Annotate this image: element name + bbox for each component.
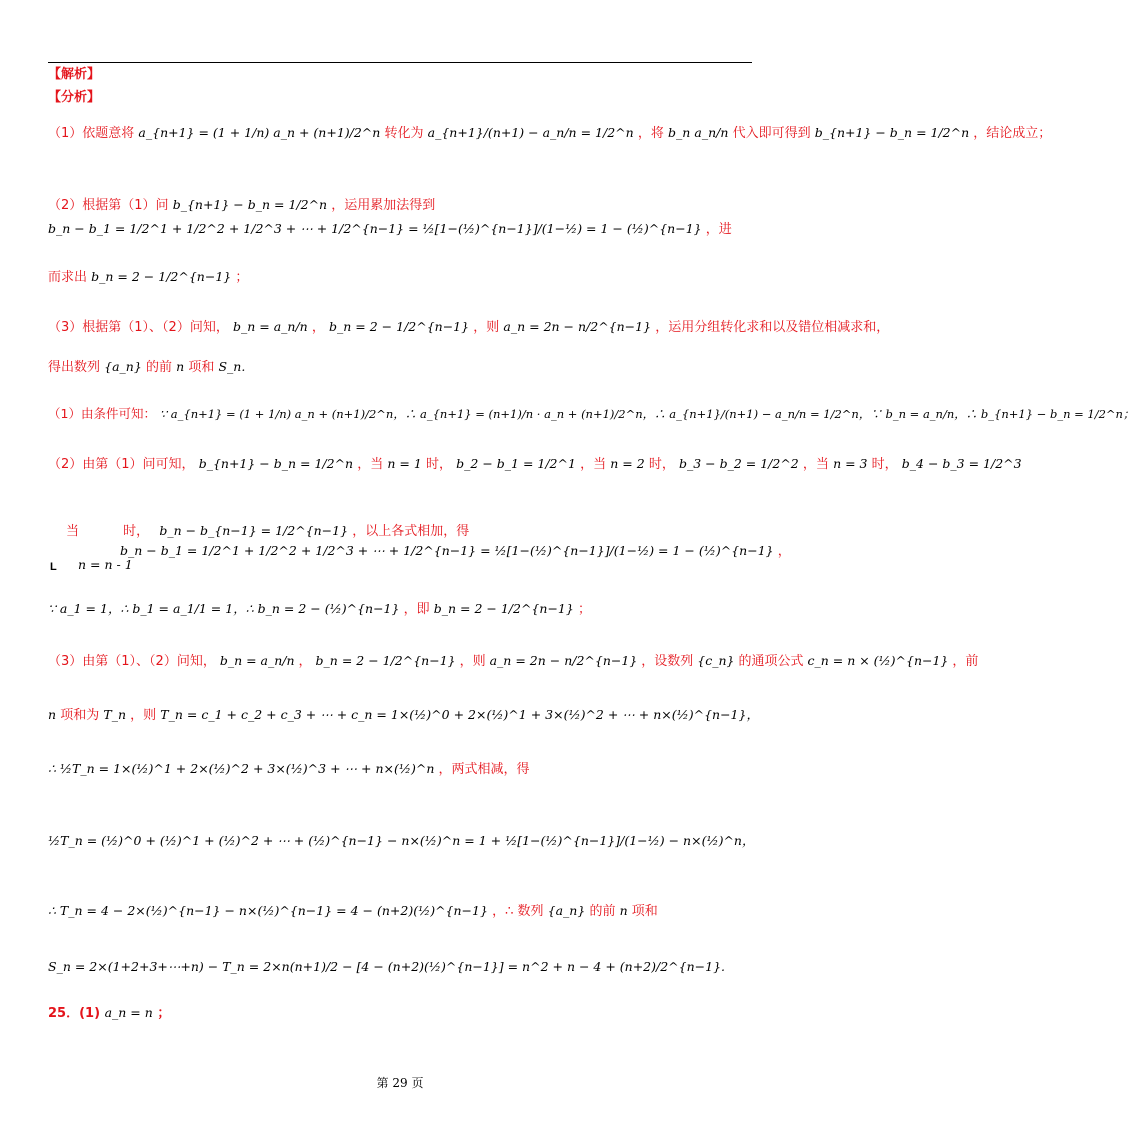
solution-text: 当	[66, 524, 80, 539]
solution-line-3: （3）由第（1）、（2）问知， b_n = a_n/n ， b_n = 2 − 1/2^{n−1} ，则 a_n = 2n − n/2^{n−1} ，设数列 {c_n} 的通项公式 c_n = n × (½)^{n−1} ，前	[48, 653, 979, 669]
analysis-text: ，运用分组转化求和以及错位相减求和，	[655, 320, 890, 335]
solution-line-2: （2）由第（1）问可知， b_{n+1} − b_n = 1/2^n ，当 n = 1 时， b_2 − b_1 = 1/2^1 ，当 n = 2 时， b_3 − b_2 = 1/2^2 ，当 n = 3 时， b_4 − b_3 = 1/2^3	[48, 456, 1022, 472]
analysis-line-3b	[48, 358, 245, 377]
formula: {a_n}	[104, 359, 142, 374]
formula: b_2 − b_1 = 1/2^1	[456, 456, 576, 471]
analysis-text: ，进	[705, 222, 732, 237]
formula: b_n − b_1 = 1/2^1 + 1/2^2 + 1/2^3 + ⋯ + 1/2^{n−1} = ½[1−(½)^{n−1}]/(1−½) = 1 − (½)^{n−1}	[120, 543, 774, 558]
solution-text: 项和	[631, 904, 658, 919]
analysis-text: ，则	[473, 320, 500, 335]
analysis-text: （2）根据第（1）问	[48, 198, 169, 213]
formula: b_n = 2 − 1/2^{n−1}	[329, 319, 470, 334]
problem-number: 25．(1)	[48, 1006, 101, 1021]
problem-text: ；	[157, 1006, 171, 1021]
formula: c_n = n × (½)^{n−1}	[807, 653, 949, 668]
solution-text: ，设数列	[641, 654, 694, 669]
formula: a_n = n	[104, 1005, 153, 1020]
solution-text: ，∴ 数列	[492, 904, 544, 919]
next-problem-line	[48, 1004, 170, 1023]
solution-line-3f	[48, 958, 725, 976]
analysis-text: 而求出	[48, 270, 88, 285]
analysis-text: ，结论成立；	[973, 126, 1052, 141]
solution-text: （1）由条件可知：	[48, 406, 156, 421]
formula: b_{n+1} − b_n = 1/2^n	[814, 125, 970, 140]
formula: ∴ ½T_n = 1×(½)^1 + 2×(½)^2 + 3×(½)^3 + ⋯ + n×(½)^n	[48, 761, 435, 776]
formula: n = 3	[833, 456, 868, 471]
page-number: 第 29 页	[376, 1076, 424, 1090]
analysis-line-2-formula	[48, 220, 732, 239]
analysis-text: ，将	[637, 126, 664, 141]
corner-mark: L	[50, 561, 57, 573]
solution-text: 时，	[123, 524, 150, 539]
formula: {c_n}	[697, 653, 735, 668]
formula: ∵ a_1 = 1，∴ b_1 = a_1/1 = 1，∴ b_n = 2 − (½)^{n−1}	[48, 601, 400, 616]
formula: b_n = 2 − 1/2^{n−1}	[433, 601, 574, 616]
solution-line-3c	[48, 760, 530, 779]
analysis-text: 得出数列	[48, 360, 101, 375]
solution-text: （2）由第（1）问可知，	[48, 457, 195, 472]
formula: b_n = a_n/n	[232, 319, 308, 334]
solution-text: ；	[577, 602, 591, 617]
formula: b_n	[667, 125, 691, 140]
solution-text: ，即	[403, 602, 430, 617]
solution-line-3e	[48, 902, 658, 921]
formula: b_n = a_n/n	[219, 653, 295, 668]
formula: a_n/n	[694, 125, 729, 140]
analysis-line-2	[48, 196, 435, 215]
analysis-text: （3）根据第（1）、（2）问知，	[48, 320, 229, 335]
analysis-text: 的前	[145, 360, 172, 375]
solution-n-eq-n-minus-1	[78, 556, 133, 575]
formula: n = 1	[387, 456, 422, 471]
formula: ½T_n = (½)^0 + (½)^1 + (½)^2 + ⋯ + (½)^{n−1} − n×(½)^n = 1 + ½[1−(½)^{n−1}]/(1−½) − n×(½)^n，	[48, 833, 755, 848]
solution-text: 的通项公式	[738, 654, 804, 669]
solution-line-3b	[48, 706, 759, 725]
solution-text: 的前	[589, 904, 616, 919]
formula: a_{n+1} = (1 + 1/n) a_n + (n+1)/2^n	[138, 125, 381, 140]
solution-line-2b	[48, 522, 469, 541]
formula: b_n = 2 − 1/2^{n−1}	[91, 269, 232, 284]
section-heading-jiexi: 【解析】	[48, 67, 101, 82]
analysis-text: ，运用累加法得到	[331, 198, 436, 213]
formula: b_n = 2 − 1/2^{n−1}	[315, 653, 456, 668]
solution-text: ，两式相减，得	[438, 762, 530, 777]
formula: n	[619, 903, 628, 918]
solution-line-2c	[48, 600, 591, 619]
formula: a_n = 2n − n/2^{n−1}	[503, 319, 652, 334]
section-heading-fenxi: 【分析】	[48, 90, 101, 105]
formula: n	[48, 707, 57, 722]
formula: {a_n}	[547, 903, 586, 918]
solution-line-1	[48, 405, 1134, 423]
analysis-text: 转化为	[384, 126, 424, 141]
solution-text: ，以上各式相加，得	[352, 524, 470, 539]
formula: a_{n+1}/(n+1) − a_n/n = 1/2^n	[427, 125, 634, 140]
analysis-line-1	[48, 124, 1051, 143]
analysis-line-2b	[48, 268, 248, 287]
analysis-line-3: （3）根据第（1）、（2）问知， b_n = a_n/n ， b_n = 2 − 1/2^{n−1} ，则 a_n = 2n − n/2^{n−1} ，运用分组转化求和以及错位相减求和，	[48, 319, 890, 335]
formula: n	[176, 359, 185, 374]
analysis-text: ；	[235, 270, 249, 285]
formula: b_{n+1} − b_n = 1/2^n	[198, 456, 354, 471]
analysis-text: （1）依题意将	[48, 126, 135, 141]
solution-text: ，则	[459, 654, 486, 669]
formula: a_n = 2n − n/2^{n−1}	[489, 653, 638, 668]
formula: T_n	[103, 707, 126, 722]
formula: n = 2	[610, 456, 645, 471]
formula: b_n − b_{n−1} = 1/2^{n−1}	[159, 523, 349, 538]
analysis-text: 代入即可得到	[732, 126, 811, 141]
formula: S_n.	[218, 359, 246, 374]
solution-text: ，当	[357, 457, 384, 472]
solution-line-3d	[48, 832, 754, 850]
solution-text: 项和为	[60, 708, 100, 723]
solution-text: （3）由第（1）、（2）问知，	[48, 654, 216, 669]
formula: T_n = c_1 + c_2 + c_3 + ⋯ + c_n = 1×(½)^0 + 2×(½)^1 + 3×(½)^2 + ⋯ + n×(½)^{n−1}，	[160, 707, 759, 722]
formula: b_{n+1} − b_n = 1/2^n	[172, 197, 328, 212]
formula: ∴ T_n = 4 − 2×(½)^{n−1} − n×(½)^{n−1} = 4 − (n+2)(½)^{n−1}	[48, 903, 488, 918]
formula: n = n - 1	[78, 557, 133, 572]
formula: S_n = 2×(1+2+3+⋯+n) − T_n = 2×n(n+1)/2 − [4 − (n+2)(½)^{n−1}] = n^2 + n − 4 + (n+2)/2^{n−1}.	[48, 959, 726, 974]
solution-line-2b-formula: b_n − b_1 = 1/2^1 + 1/2^2 + 1/2^3 + ⋯ + 1/2^{n−1} = ½[1−(½)^{n−1}]/(1−½) = 1 − (½)^{n−1} ，	[120, 543, 791, 559]
header-rule	[48, 62, 752, 63]
solution-text: ，前	[952, 654, 979, 669]
formula: ∵ a_{n+1} = (1 + 1/n) a_n + (n+1)/2^n，∴ a_{n+1} = (n+1)/n · a_n + (n+1)/2^n，∴ a_{n+1}/(n+1) − a_n/n = 1/2^n，∵ b_n = a_n/n，∴ b_{n+1} − b_n = 1/2^n；	[159, 407, 1134, 421]
formula: b_3 − b_2 = 1/2^2	[678, 456, 799, 471]
formula: b_4 − b_3 = 1/2^3	[901, 456, 1022, 471]
analysis-text: 项和	[188, 360, 215, 375]
solution-text: ，则	[130, 708, 157, 723]
formula: b_n − b_1 = 1/2^1 + 1/2^2 + 1/2^3 + ⋯ + 1/2^{n−1} = ½[1−(½)^{n−1}]/(1−½) = 1 − (½)^{n−1}	[48, 221, 702, 236]
solution-text: 时，	[425, 457, 452, 472]
